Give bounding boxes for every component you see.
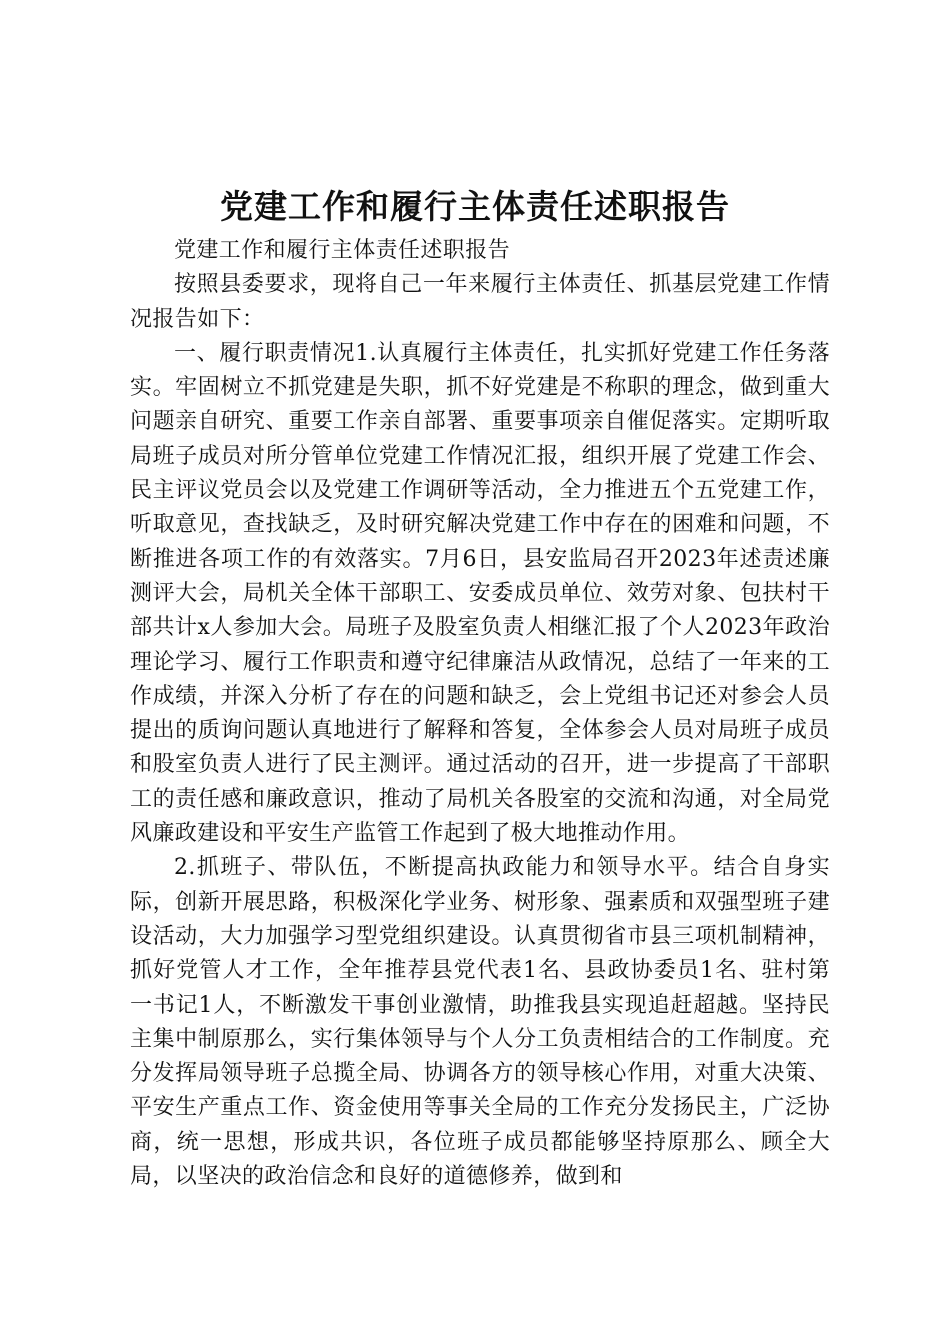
document-body	[130, 234, 830, 1194]
subtitle-paragraph: 党建工作和履行主体责任述职报告	[174, 238, 511, 263]
document-title: 党建工作和履行主体责任述职报告	[220, 187, 730, 226]
section-2-paragraph: 2.抓班子、带队伍，不断提高执政能力和领导水平。结合自身实际，创新开展思路，积极深化学业务、树形象、强素质和双强型班子建设活动，大力加强学习型党组织建设。认真贯彻省市县三项机制精神，抓好党管人才工作，全年推荐县党代表1名、县政协委员1名、驻村第一书记1人，不断激发干事创业激情，助推我县实现追赶超越。坚持民主集中制原那么，实行集体领导与个人分工负责相结合的工作制度。充分发挥局领导班子总揽全局、协调各方的领导核心作用，对重大决策、平安生产重点工作、资金使用等事关全局的工作充分发扬民主，广泛协商，统一思想，形成共识，各位班子成员都能够坚持原那么、顾全大局，以坚决的政治信念和良好的道德修养，做到和	[130, 855, 830, 1190]
intro-paragraph: 按照县委要求，现将自己一年来履行主体责任、抓基层党建工作情况报告如下：	[130, 272, 830, 332]
section-1-paragraph: 一、履行职责情况1.认真履行主体责任，扎实抓好党建工作任务落实。牢固树立不抓党建是失职，抓不好党建是不称职的理念，做到重大问题亲自研究、重要工作亲自部署、重要事项亲自催促落实。定期听取局班子成员对所分管单位党建工作情况汇报，组织开展了党建工作会、民主评议党员会以及党建工作调研等活动，全力推进五个五党建工作，听取意见，查找缺乏，及时研究解决党建工作中存在的困难和问题，不断推进各项工作的有效落实。7月6日，县安监局召开2023年述责述廉测评大会，局机关全体干部职工、安委成员单位、效劳对象、包扶村干部共计x人参加大会。局班子及股室负责人相继汇报了个人2023年政治理论学习、履行工作职责和遵守纪律廉洁从政情况，总结了一年来的工作成绩，并深入分析了存在的问题和缺乏，会上党组书记还对参会人员提出的质询问题认真地进行了解释和答复，全体参会人员对局班子成员和股室负责人进行了民主测评。通过活动的召开，进一步提高了干部职工的责任感和廉政意识，推动了局机关各股室的交流和沟通，对全局党风廉政建设和平安生产监管工作起到了极大地推动作用。	[130, 340, 830, 847]
